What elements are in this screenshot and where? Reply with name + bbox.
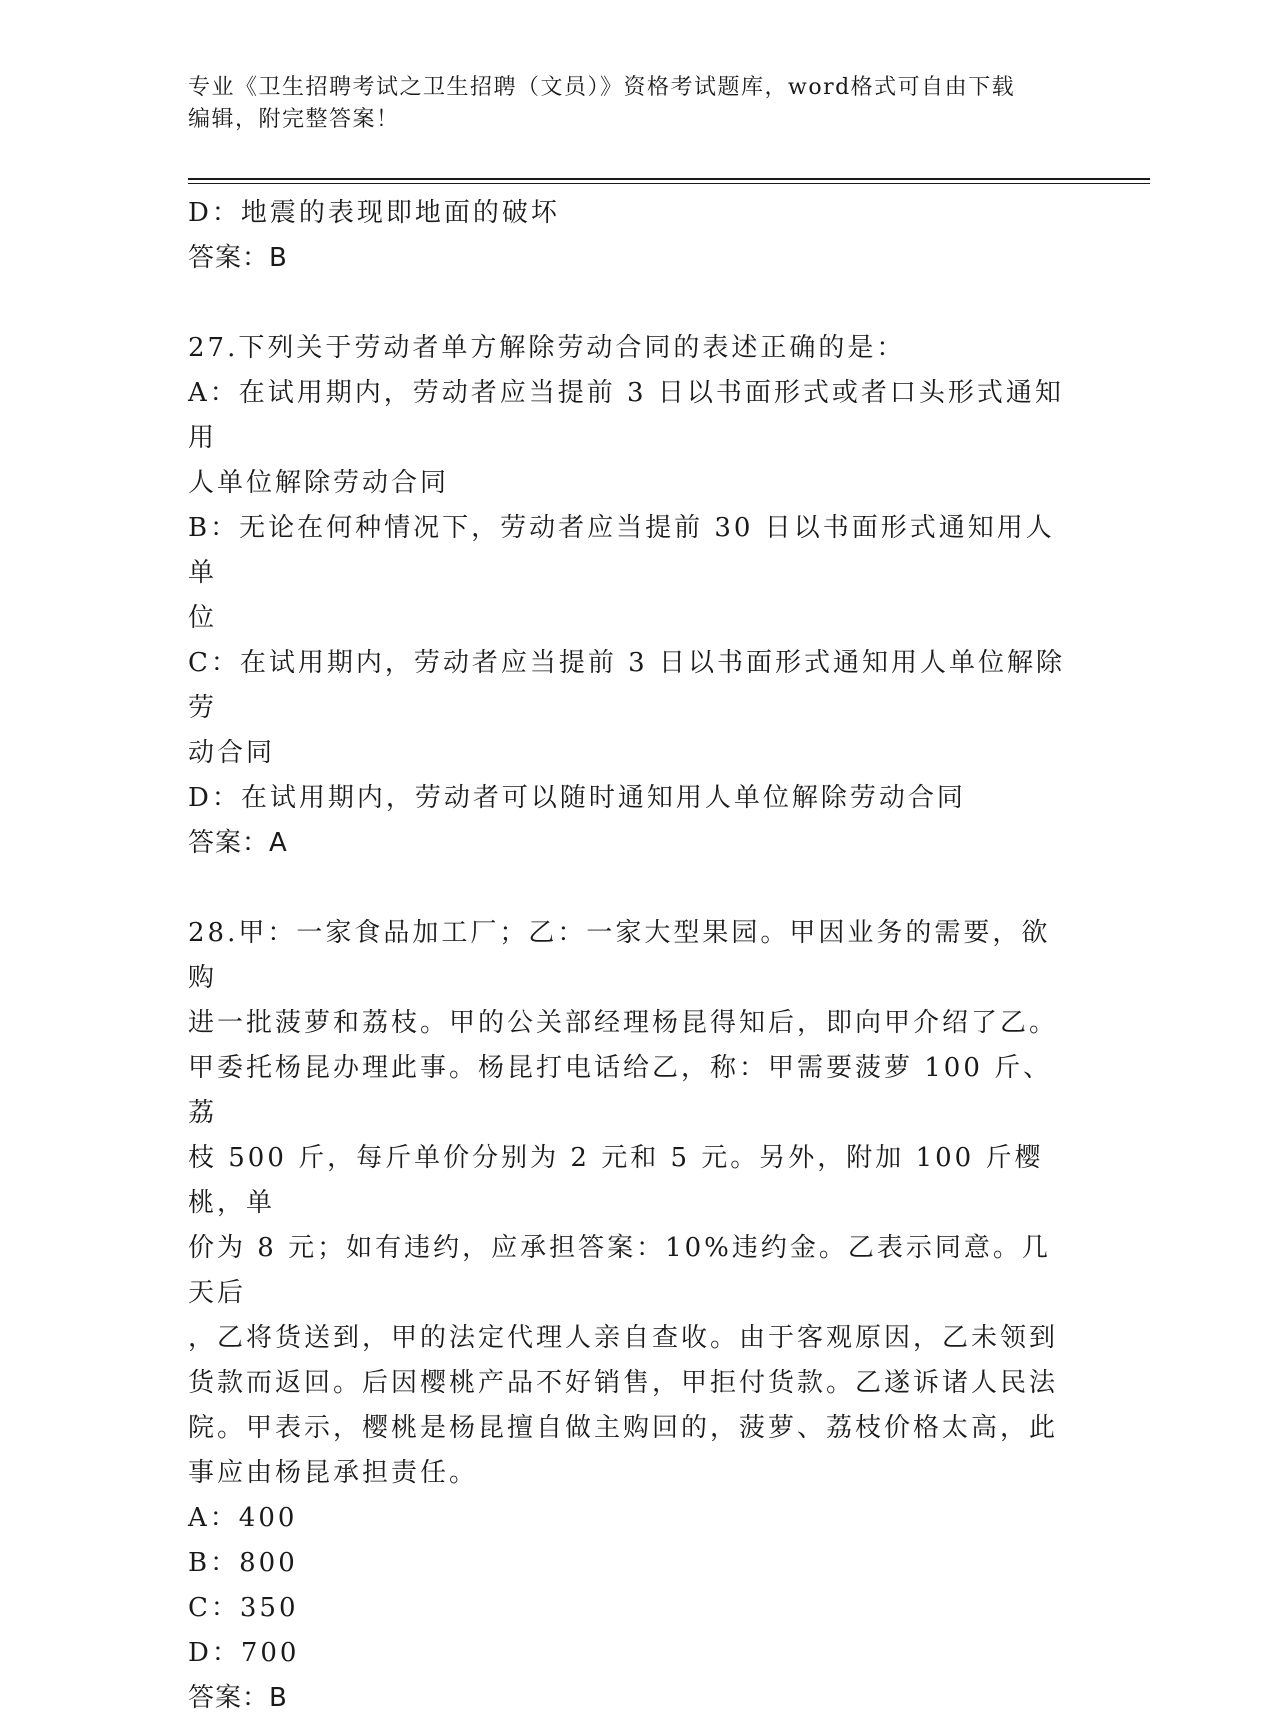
option-c-cont: 动合同 (188, 738, 276, 768)
answer: 答案：B (188, 243, 288, 273)
option-a: A：400 (188, 1503, 298, 1533)
question-content (188, 191, 1068, 1721)
page-header (188, 72, 1068, 136)
question-27 (188, 326, 1068, 866)
header-rule-thin (188, 183, 1150, 184)
option-b-cont: 位 (188, 603, 218, 633)
option-a: A：在试用期内，劳动者应当提前 3 日以书面形式或者口头形式通知用 (188, 378, 1064, 453)
previous-question-tail (188, 191, 1068, 281)
question-stem-cont: 进一批菠萝和荔枝。甲的公关部经理杨昆得知后，即向甲介绍了乙。 (188, 1008, 1059, 1038)
option-c: C：350 (188, 1593, 299, 1623)
question-stem-cont: 枝 500 斤，每斤单价分别为 2 元和 5 元。另外，附加 100 斤樱桃，单 (188, 1143, 1044, 1218)
option-b: B：800 (188, 1548, 298, 1578)
option-d: D：700 (188, 1638, 300, 1668)
option-b: B：无论在何种情况下，劳动者应当提前 30 日以书面形式通知用人单 (188, 513, 1055, 588)
header-rule-thick (188, 178, 1150, 180)
answer: 答案：B (188, 1683, 288, 1713)
option-a-cont: 人单位解除劳动合同 (188, 468, 450, 498)
question-stem-cont: 甲委托杨昆办理此事。杨昆打电话给乙，称：甲需要菠萝 100 斤、荔 (188, 1053, 1053, 1128)
question-stem: 27.下列关于劳动者单方解除劳动合同的表述正确的是： (188, 333, 906, 363)
spacer (188, 866, 1068, 911)
option-d: D：地震的表现即地面的破坏 (188, 198, 560, 228)
answer: 答案：A (188, 828, 288, 858)
spacer (188, 281, 1068, 326)
header-line-2: 编辑，附完整答案！ (188, 107, 400, 132)
option-c: C：在试用期内，劳动者应当提前 3 日以书面形式通知用人单位解除劳 (188, 648, 1065, 723)
question-stem-cont: 事应由杨昆承担责任。 (188, 1458, 479, 1488)
question-28 (188, 911, 1068, 1721)
question-stem-cont: ，乙将货送到，甲的法定代理人亲自查收。由于客观原因，乙未领到 (188, 1323, 1059, 1353)
question-stem-cont: 院。甲表示，樱桃是杨昆擅自做主购回的，菠萝、荔枝价格太高，此 (188, 1413, 1059, 1443)
question-stem-cont: 价为 8 元；如有违约，应承担答案：10%违约金。乙表示同意。几天后 (188, 1233, 1051, 1308)
question-stem-cont: 货款而返回。后因樱桃产品不好销售，甲拒付货款。乙遂诉诸人民法 (188, 1368, 1059, 1398)
question-stem: 28.甲：一家食品加工厂；乙：一家大型果园。甲因业务的需要，欲购 (188, 918, 1051, 993)
option-d: D：在试用期内，劳动者可以随时通知用人单位解除劳动合同 (188, 783, 966, 813)
header-line-1: 专业《卫生招聘考试之卫生招聘（文员）》资格考试题库，word格式可自由下载 (188, 75, 1016, 100)
